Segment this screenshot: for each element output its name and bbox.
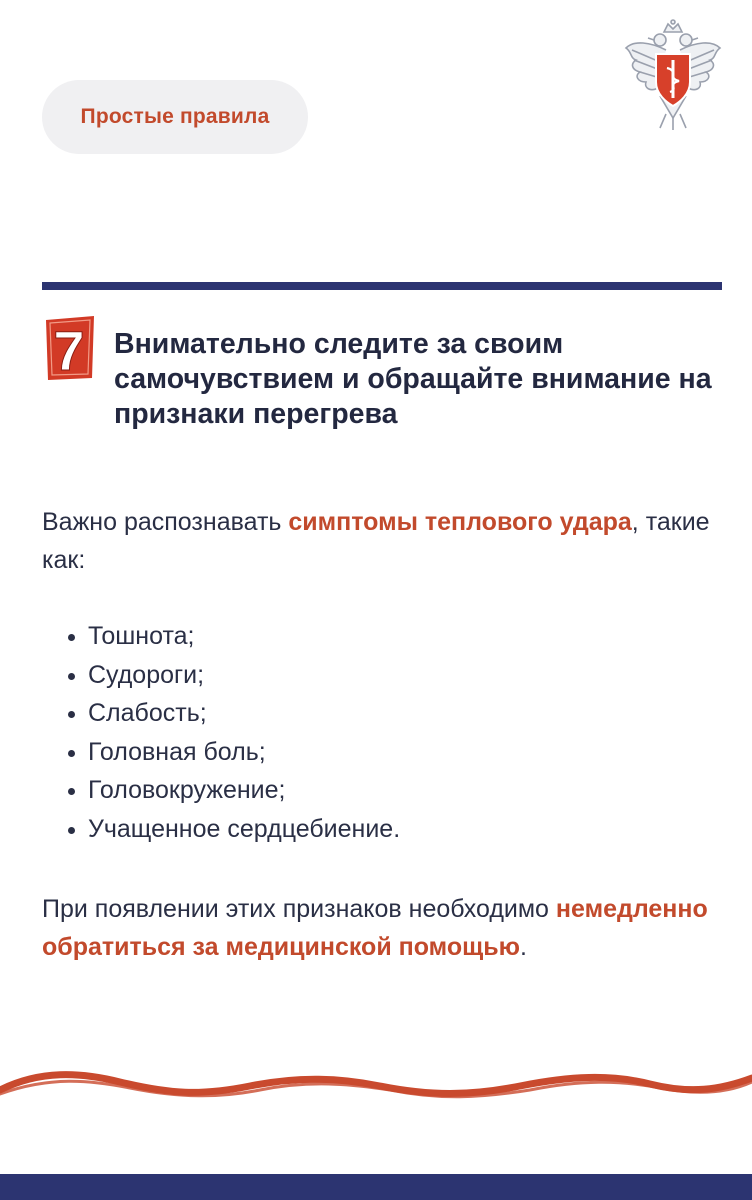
symptoms-list (42, 617, 400, 849)
list-item: Тошнота; (42, 617, 400, 656)
list-item: Судороги; (42, 656, 400, 695)
outro-text-end: . (519, 933, 527, 961)
eagle-emblem-icon (620, 18, 726, 132)
intro-text (42, 503, 722, 579)
list-item: Учащенное сердцебиение. (42, 810, 400, 849)
intro-text-start: Важно распознавать (42, 508, 289, 536)
rule-title: Внимательно следите за своим самочувствием и обращайте внимание на признаки перегрева (114, 328, 712, 430)
intro-text-end: , такие как: (42, 508, 710, 574)
outro-text (42, 890, 732, 966)
wave-decoration (0, 1050, 752, 1110)
intro-highlight: симптомы теплового удара (288, 508, 632, 536)
section-badge-label: Простые правила (80, 105, 270, 128)
list-item: Головная боль; (42, 733, 400, 772)
rule-number: 7 (53, 319, 85, 382)
rule-number-badge (42, 312, 98, 382)
list-item: Головокружение; (42, 771, 400, 810)
section-badge (42, 80, 308, 154)
bottom-band (0, 1174, 752, 1200)
outro-text-start: При появлении этих признаков необходимо (42, 895, 556, 923)
top-divider (42, 282, 722, 290)
list-item: Слабость; (42, 694, 400, 733)
outro-highlight: немедленно обратиться за медицинской помощью (42, 895, 708, 961)
